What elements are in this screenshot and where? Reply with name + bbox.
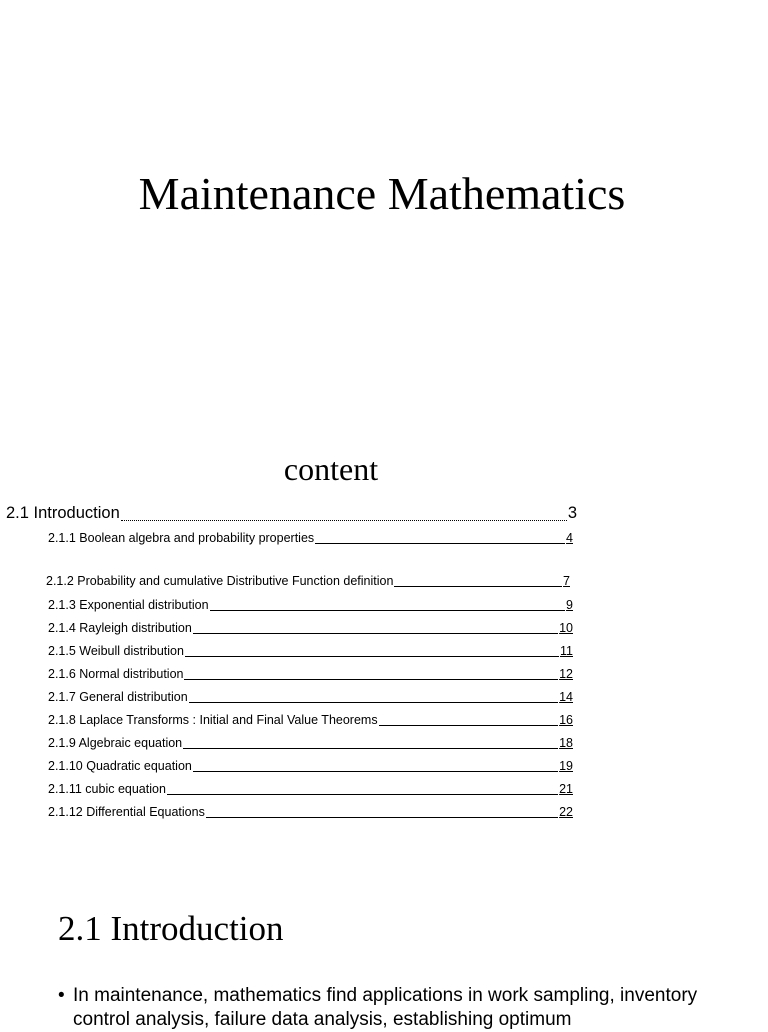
toc-entry-page: 11 (560, 644, 573, 658)
toc-entry[interactable] (48, 530, 573, 547)
toc-entry-label: 2.1.6 Normal distribution (48, 667, 184, 681)
toc-entry-label: 2.1.3 Exponential distribution (48, 598, 209, 612)
toc-leader-line (185, 656, 559, 657)
toc-entry-page: 14 (559, 690, 573, 704)
toc-leader-dots (121, 520, 567, 521)
toc-entry[interactable] (48, 735, 573, 752)
toc-entry-page: 21 (559, 782, 573, 796)
toc-entry-page: 22 (559, 805, 573, 819)
toc-entry-page: 3 (567, 504, 577, 522)
toc-entry-label: 2.1.8 Laplace Transforms : Initial and Final Value Theorems (48, 713, 378, 727)
toc-entry[interactable] (48, 804, 573, 821)
toc-entry[interactable] (48, 758, 573, 775)
toc-entry-label: 2.1.5 Weibull distribution (48, 644, 184, 658)
toc-leader-line (315, 543, 565, 544)
toc-leader-line (210, 610, 566, 611)
toc-entry[interactable] (48, 666, 573, 683)
toc-entry-page: 18 (559, 736, 573, 750)
toc-entry-label: 2.1.7 General distribution (48, 690, 188, 704)
toc-entry-page: 4 (566, 531, 573, 545)
toc-entry[interactable] (46, 573, 570, 590)
bullet-item (58, 984, 758, 1032)
toc-entry[interactable] (48, 781, 573, 798)
toc-entry-label: 2.1.1 Boolean algebra and probability properties (48, 531, 315, 545)
toc-entry-label: 2.1.4 Rayleigh distribution (48, 621, 192, 635)
toc-entry-page: 19 (559, 759, 573, 773)
toc-leader-line (183, 748, 558, 749)
toc-entry-label: 2.1 Introduction (6, 504, 120, 522)
toc-entry-label: 2.1.9 Algebraic equation (48, 736, 183, 750)
toc-entry-page: 16 (559, 713, 573, 727)
toc-entry-page: 7 (563, 574, 570, 588)
toc-entry[interactable] (48, 712, 573, 729)
toc-entry-label: 2.1.10 Quadratic equation (48, 759, 192, 773)
toc-entry-introduction[interactable] (6, 502, 577, 524)
toc-entry[interactable] (48, 597, 573, 614)
toc-leader-line (167, 794, 558, 795)
toc-leader-line (184, 679, 558, 680)
toc-heading: content (283, 451, 379, 487)
document-title: Maintenance Mathematics (138, 168, 626, 219)
bullet-symbol: • (58, 985, 65, 1006)
toc-leader-line (206, 817, 558, 818)
toc-entry-label: 2.1.2 Probability and cumulative Distributive Function definition (46, 574, 394, 588)
toc-entry[interactable] (48, 689, 573, 706)
toc-entry-page: 12 (559, 667, 573, 681)
toc-leader-line (193, 633, 558, 634)
bullet-text: In maintenance, mathematics find applications in work sampling, inventory control analysis, failure data analysis, establishing optimum (73, 985, 698, 1030)
toc-entry-label: 2.1.12 Differential Equations (48, 805, 205, 819)
section-heading: 2.1 Introduction (58, 909, 284, 948)
toc-entry[interactable] (48, 620, 573, 637)
toc-leader-line (394, 586, 562, 587)
toc-entry[interactable] (48, 643, 573, 660)
toc-entry-label: 2.1.11 cubic equation (48, 782, 166, 796)
toc-leader-line (189, 702, 558, 703)
toc-leader-line (379, 725, 559, 726)
toc-leader-line (193, 771, 558, 772)
toc-entry-page: 9 (566, 598, 573, 612)
toc-entry-page: 10 (559, 621, 573, 635)
